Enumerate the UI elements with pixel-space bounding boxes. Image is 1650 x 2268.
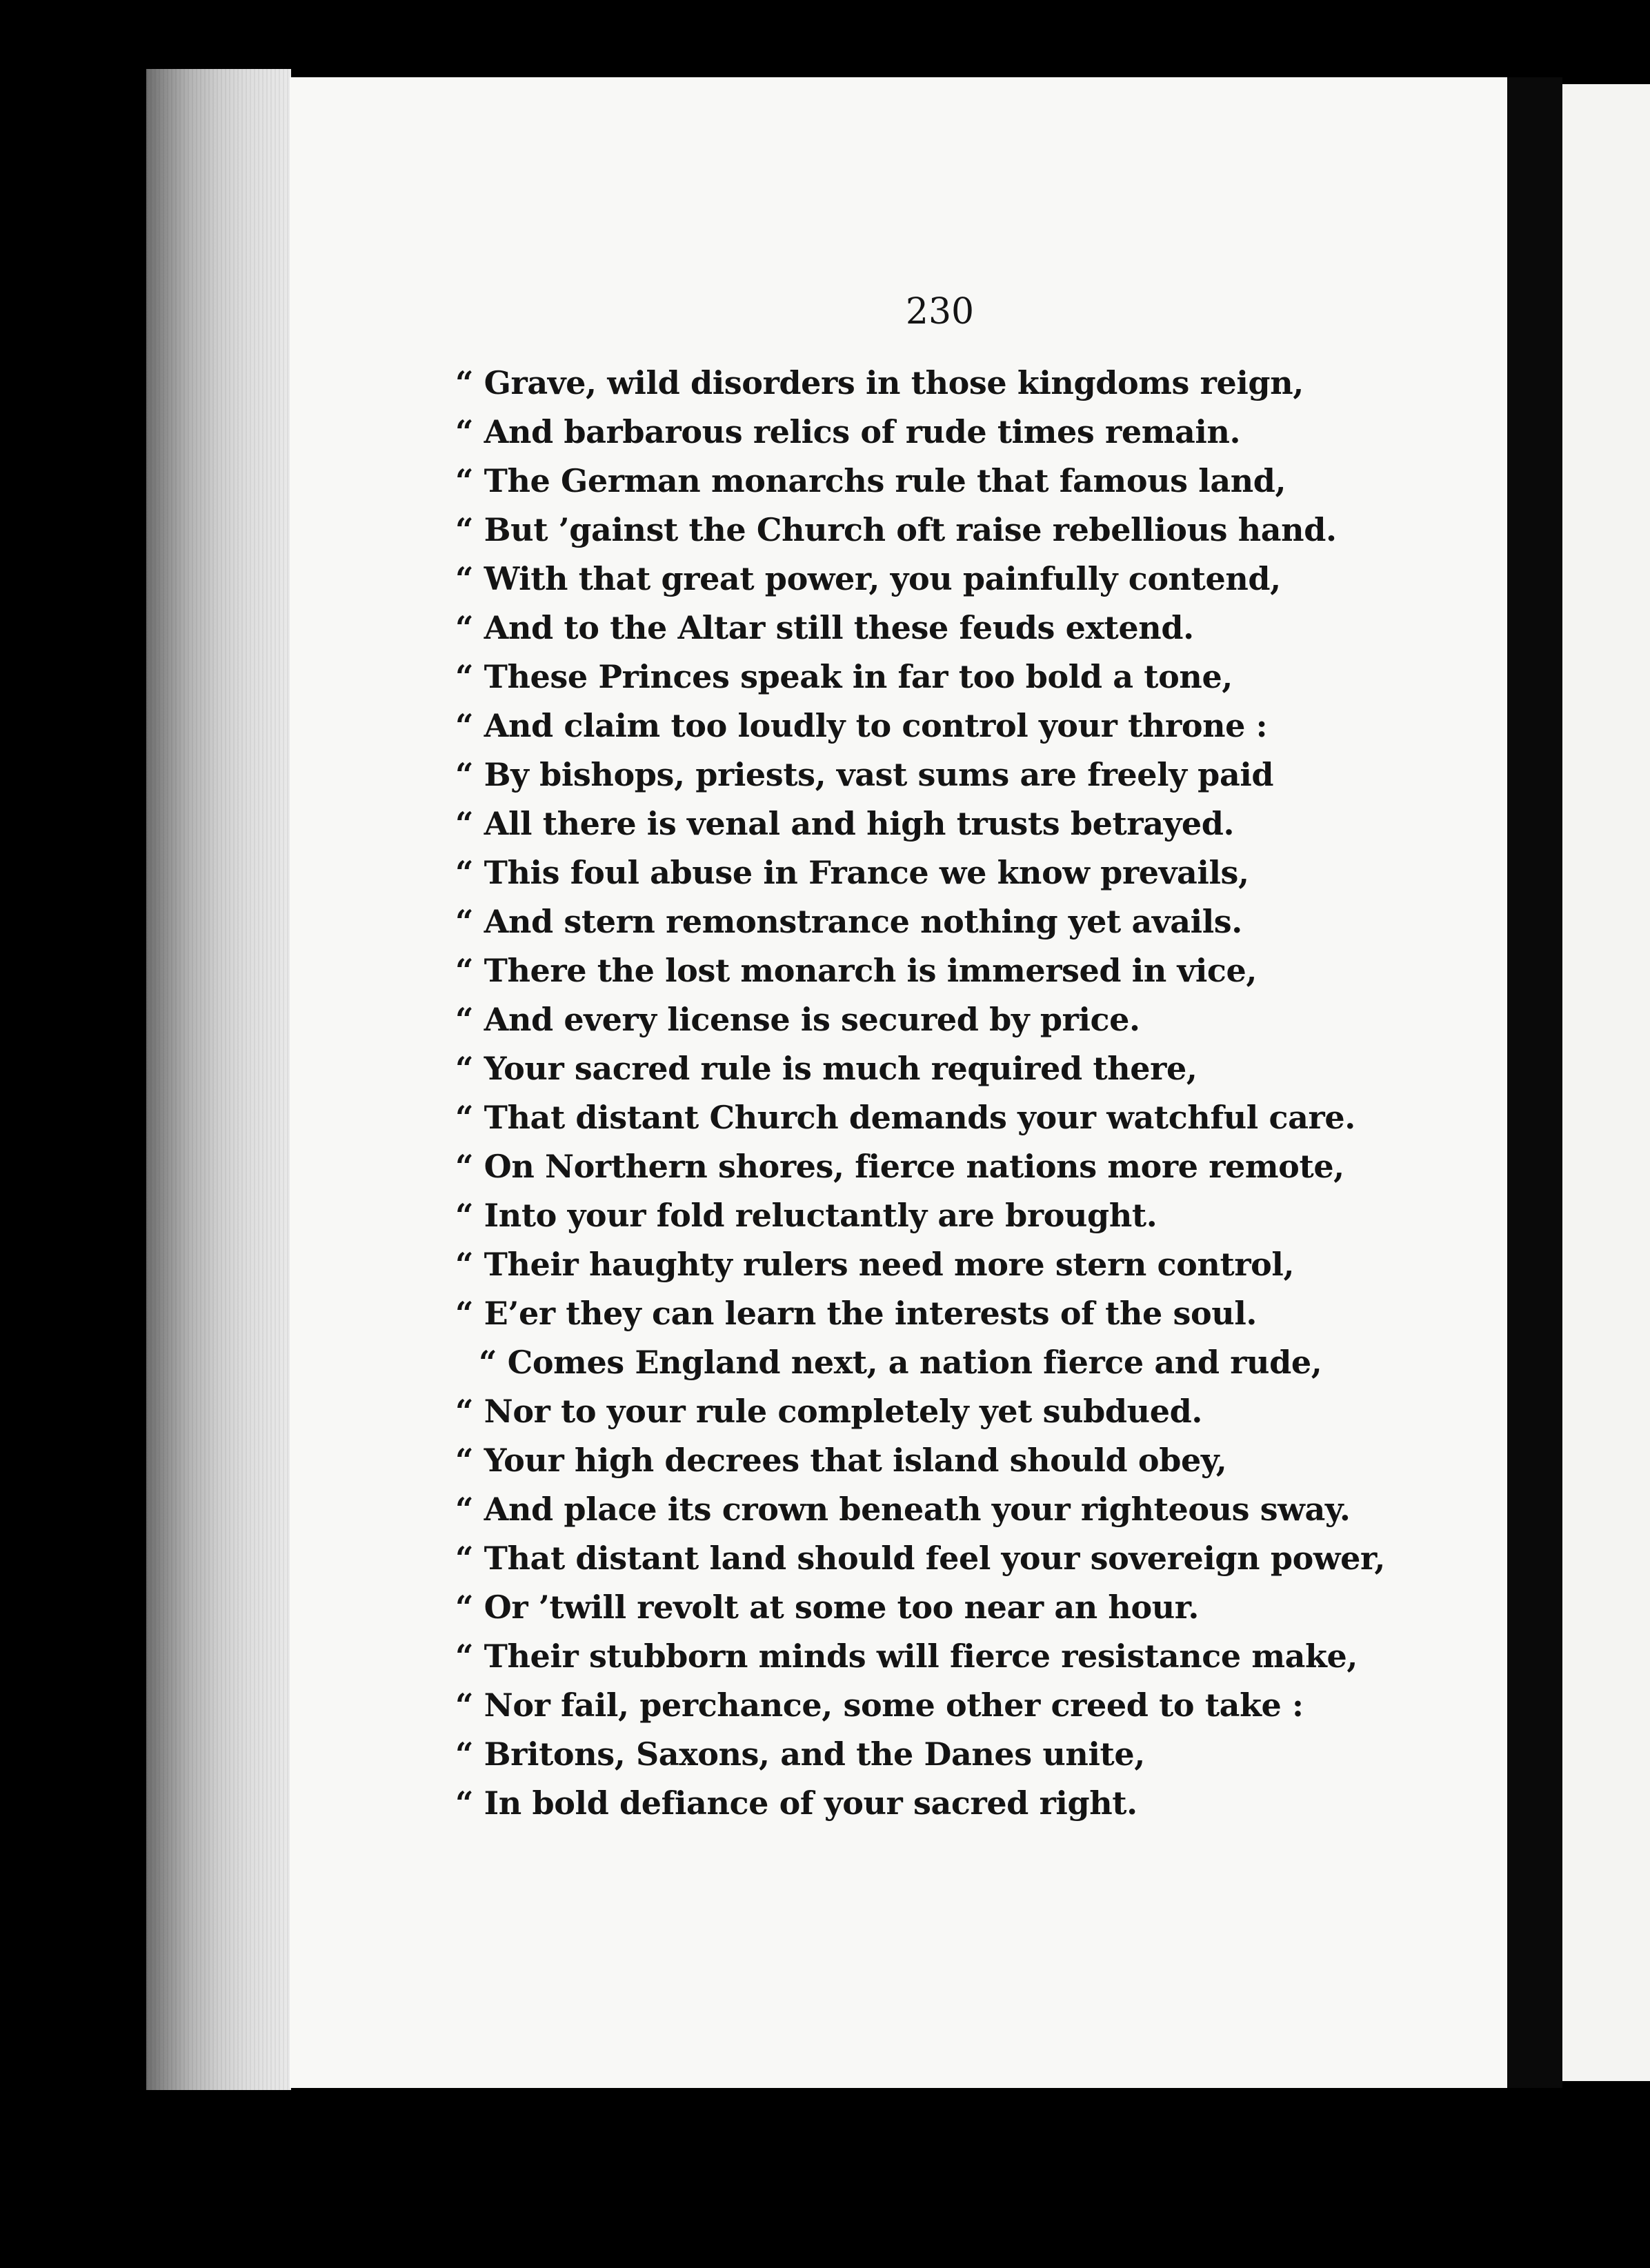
verse-line: “ In bold defiance of your sacred right. (455, 1784, 1137, 1822)
verse-line: “ E’er they can learn the interests of the soul. (455, 1295, 1258, 1332)
verse-line: “ And every license is secured by price. (455, 1001, 1140, 1038)
verse-line: “ And claim too loudly to control your throne : (455, 707, 1268, 744)
verse-line: “ By bishops, priests, vast sums are freely paid (455, 756, 1274, 793)
verse-line: “ On Northern shores, fierce nations more remote, (455, 1148, 1344, 1185)
verse-line: “ That distant Church demands your watchful care. (455, 1099, 1355, 1136)
verse-line: “ Nor fail, perchance, some other creed to take : (455, 1687, 1304, 1724)
verse-line: “ This foul abuse in France we know prevails, (455, 854, 1249, 891)
verse-line: “ And to the Altar still these feuds extend. (455, 609, 1194, 646)
verse-line: “ But ’gainst the Church oft raise rebellious hand. (455, 511, 1337, 548)
book-page-edges (146, 69, 291, 2090)
verse-line: “ And stern remonstrance nothing yet avails. (455, 903, 1242, 940)
verse-line: “ There the lost monarch is immersed in vice, (455, 952, 1258, 989)
verse-line: “ Or ’twill revolt at some too near an hour. (455, 1589, 1199, 1626)
verse-line: “ Your high decrees that island should obey, (455, 1442, 1227, 1479)
verse-line: “ That distant land should feel your sovereign power, (455, 1540, 1386, 1577)
verse-line: “ Their haughty rulers need more stern control, (455, 1246, 1295, 1283)
verse-line: “ With that great power, you painfully contend, (455, 560, 1281, 597)
gutter-shadow (1507, 77, 1562, 2088)
verse-line-paragraph-start: “ Comes England next, a nation fierce and rude, (479, 1344, 1322, 1381)
verse-line: “ And barbarous relics of rude times remain. (455, 413, 1241, 450)
verse-line: “ Britons, Saxons, and the Danes unite, (455, 1735, 1145, 1773)
poem-verse (455, 359, 1385, 1828)
verse-line: “ Their stubborn minds will fierce resistance make, (455, 1638, 1358, 1675)
verse-line: “ Nor to your rule completely yet subdued. (455, 1393, 1202, 1430)
verse-line: “ And place its crown beneath your righteous sway. (455, 1491, 1351, 1528)
verse-line: “ Grave, wild disorders in those kingdoms reign, (455, 364, 1304, 401)
verse-line: “ Your sacred rule is much required there, (455, 1050, 1197, 1087)
verse-line: “ The German monarchs rule that famous land, (455, 462, 1286, 499)
verse-line: “ All there is venal and high trusts betrayed. (455, 805, 1235, 842)
book-page (290, 77, 1507, 2088)
page-number: 230 (905, 291, 975, 332)
verse-line: “ Into your fold reluctantly are brought. (455, 1197, 1157, 1234)
facing-page-edge (1562, 84, 1650, 2081)
verse-line: “ These Princes speak in far too bold a tone, (455, 658, 1233, 695)
